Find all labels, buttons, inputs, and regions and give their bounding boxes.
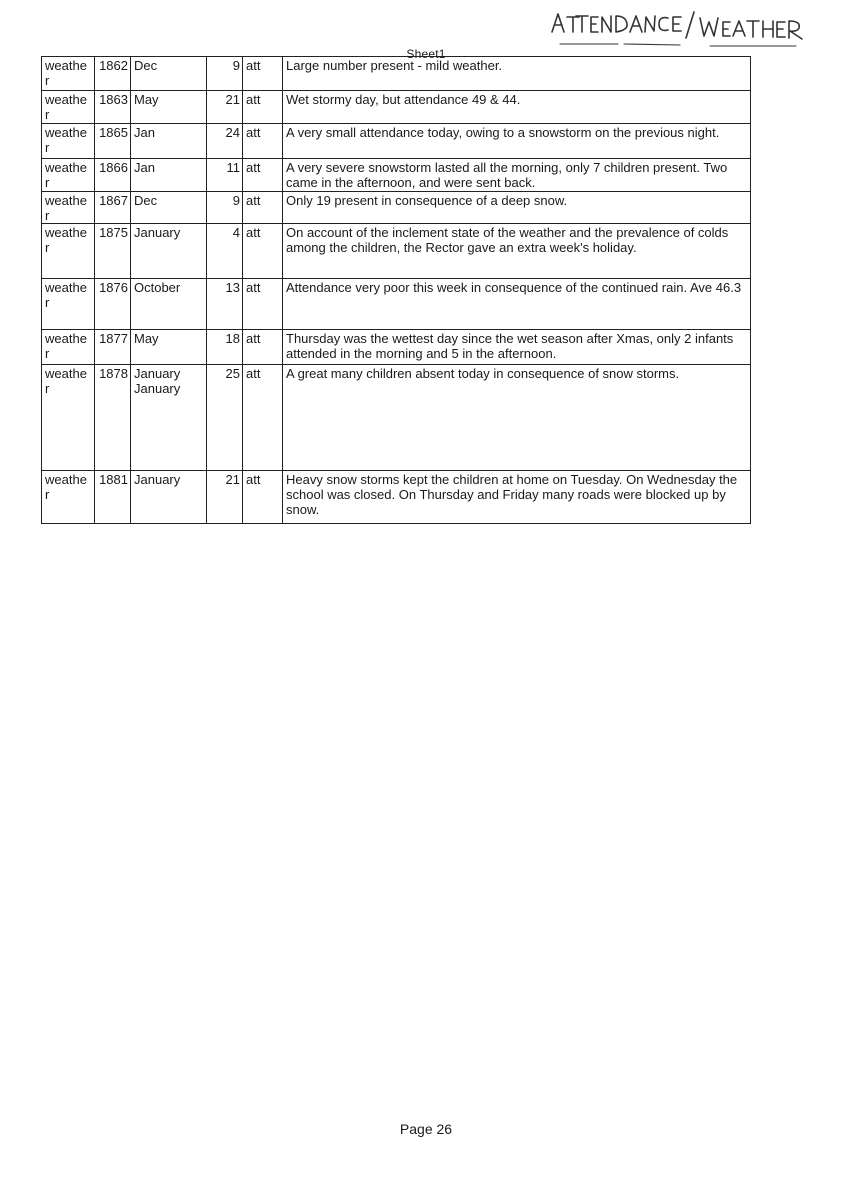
note-text: On account of the inclement state of the weather and the prevalence of colds among the children, the Rector gave an extra week's holiday. <box>286 225 729 255</box>
sheet-title: Sheet1 <box>406 47 446 61</box>
type-cell <box>243 57 283 91</box>
note-text: A very severe snowstorm lasted all the morning, only 7 children present. Two came in the afternoon, and were sent back. <box>286 160 728 190</box>
category-text: weather <box>45 225 87 255</box>
month-cell <box>131 224 207 279</box>
day-cell <box>207 192 243 224</box>
day-cell <box>207 365 243 471</box>
table-row <box>42 365 751 471</box>
day-cell <box>207 159 243 192</box>
category-text: weather <box>45 125 87 155</box>
year-text: 1878 <box>99 366 128 381</box>
day-cell <box>207 330 243 365</box>
category-text: weather <box>45 331 87 361</box>
year-text: 1877 <box>99 331 128 346</box>
note-text: Attendance very poor this week in consequence of the continued rain. Ave 46.3 <box>286 280 742 295</box>
note-text: Large number present - mild weather. <box>286 58 503 73</box>
type-text: att <box>246 160 261 175</box>
year-text: 1862 <box>99 58 128 73</box>
type-text: att <box>246 92 261 107</box>
year-cell <box>95 192 131 224</box>
note-text: Heavy snow storms kept the children at home on Tuesday. On Wednesday the school was closed. On Thursday and Friday many roads were blocked up by snow. <box>286 472 738 517</box>
handwritten-attendance-weather <box>548 8 844 52</box>
day-text: 21 <box>225 92 240 107</box>
day-text: 13 <box>225 280 240 295</box>
month-text: May <box>134 331 159 346</box>
month-text: Jan <box>134 160 155 175</box>
note-cell <box>283 124 751 159</box>
month-text: Jan <box>134 125 155 140</box>
type-text: att <box>246 225 261 240</box>
note-cell <box>283 192 751 224</box>
note-cell <box>283 279 751 330</box>
month-text: January <box>134 225 181 240</box>
month-cell <box>131 365 207 471</box>
day-cell <box>207 124 243 159</box>
year-cell <box>95 91 131 124</box>
note-text: Thursday was the wettest day since the wet season after Xmas, only 2 infants attended in the morning and 5 in the afternoon. <box>286 331 734 361</box>
table-row <box>42 57 751 91</box>
month-cell <box>131 124 207 159</box>
category-cell <box>42 91 95 124</box>
month-text: January <box>134 381 181 396</box>
table-row <box>42 330 751 365</box>
category-cell <box>42 124 95 159</box>
day-cell <box>207 224 243 279</box>
type-text: att <box>246 280 261 295</box>
month-cell <box>131 91 207 124</box>
day-text: 9 <box>232 193 240 208</box>
type-text: att <box>246 125 261 140</box>
type-cell <box>243 365 283 471</box>
table-row <box>42 279 751 330</box>
year-text: 1866 <box>99 160 128 175</box>
category-cell <box>42 57 95 91</box>
category-text: weather <box>45 280 87 310</box>
table-row <box>42 124 751 159</box>
category-text: weather <box>45 160 87 190</box>
year-cell <box>95 365 131 471</box>
type-cell <box>243 159 283 192</box>
note-cell <box>283 471 751 524</box>
month-cell <box>131 57 207 91</box>
day-text: 21 <box>225 472 240 487</box>
table-row <box>42 224 751 279</box>
day-text: 4 <box>232 225 240 240</box>
day-text: 24 <box>225 125 240 140</box>
category-cell <box>42 224 95 279</box>
note-cell <box>283 159 751 192</box>
note-cell <box>283 57 751 91</box>
year-text: 1876 <box>99 280 128 295</box>
type-cell <box>243 192 283 224</box>
table-row <box>42 471 751 524</box>
type-cell <box>243 330 283 365</box>
table-row <box>42 192 751 224</box>
type-cell <box>243 471 283 524</box>
category-cell <box>42 365 95 471</box>
note-cell <box>283 91 751 124</box>
note-text: A great many children absent today in consequence of snow storms. <box>286 366 680 381</box>
type-text: att <box>246 193 261 208</box>
year-cell <box>95 330 131 365</box>
note-text: A very small attendance today, owing to a snowstorm on the previous night. <box>286 125 720 140</box>
type-cell <box>243 91 283 124</box>
category-text: weather <box>45 366 87 396</box>
month-cell <box>131 279 207 330</box>
year-cell <box>95 279 131 330</box>
category-cell <box>42 279 95 330</box>
type-text: att <box>246 366 261 381</box>
category-cell <box>42 159 95 192</box>
note-cell <box>283 330 751 365</box>
month-cell <box>131 471 207 524</box>
day-cell <box>207 91 243 124</box>
month-cell <box>131 192 207 224</box>
type-text: att <box>246 472 261 487</box>
type-cell <box>243 224 283 279</box>
category-text: weather <box>45 58 87 88</box>
table-row <box>42 91 751 124</box>
month-text: January <box>134 366 181 381</box>
type-text: att <box>246 331 261 346</box>
category-text: weather <box>45 92 87 122</box>
month-text: Dec <box>134 58 158 73</box>
year-cell <box>95 471 131 524</box>
note-cell <box>283 224 751 279</box>
year-cell <box>95 57 131 91</box>
type-cell <box>243 279 283 330</box>
day-cell <box>207 57 243 91</box>
handwritten-annotation <box>548 8 844 52</box>
month-text: Dec <box>134 193 158 208</box>
table-row <box>42 159 751 192</box>
type-text: att <box>246 58 261 73</box>
day-cell <box>207 471 243 524</box>
note-text: Only 19 present in consequence of a deep snow. <box>286 193 568 208</box>
page-number: Page 26 <box>399 1121 453 1137</box>
day-text: 9 <box>232 58 240 73</box>
year-cell <box>95 124 131 159</box>
month-cell <box>131 330 207 365</box>
month-text: January <box>134 472 181 487</box>
day-cell <box>207 279 243 330</box>
day-text: 18 <box>225 331 240 346</box>
category-text: weather <box>45 193 87 223</box>
day-text: 11 <box>226 160 240 175</box>
year-text: 1863 <box>99 92 128 107</box>
month-text: October <box>134 280 181 295</box>
note-cell <box>283 365 751 471</box>
category-cell <box>42 471 95 524</box>
year-text: 1865 <box>99 125 128 140</box>
year-cell <box>95 224 131 279</box>
note-text: Wet stormy day, but attendance 49 & 44. <box>286 92 521 107</box>
category-text: weather <box>45 472 87 502</box>
type-cell <box>243 124 283 159</box>
month-cell <box>131 159 207 192</box>
year-text: 1875 <box>99 225 128 240</box>
year-cell <box>95 159 131 192</box>
month-text: May <box>134 92 159 107</box>
year-text: 1867 <box>99 193 128 208</box>
year-text: 1881 <box>99 472 128 487</box>
day-text: 25 <box>225 366 240 381</box>
category-cell <box>42 192 95 224</box>
attendance-weather-table <box>41 56 751 524</box>
category-cell <box>42 330 95 365</box>
